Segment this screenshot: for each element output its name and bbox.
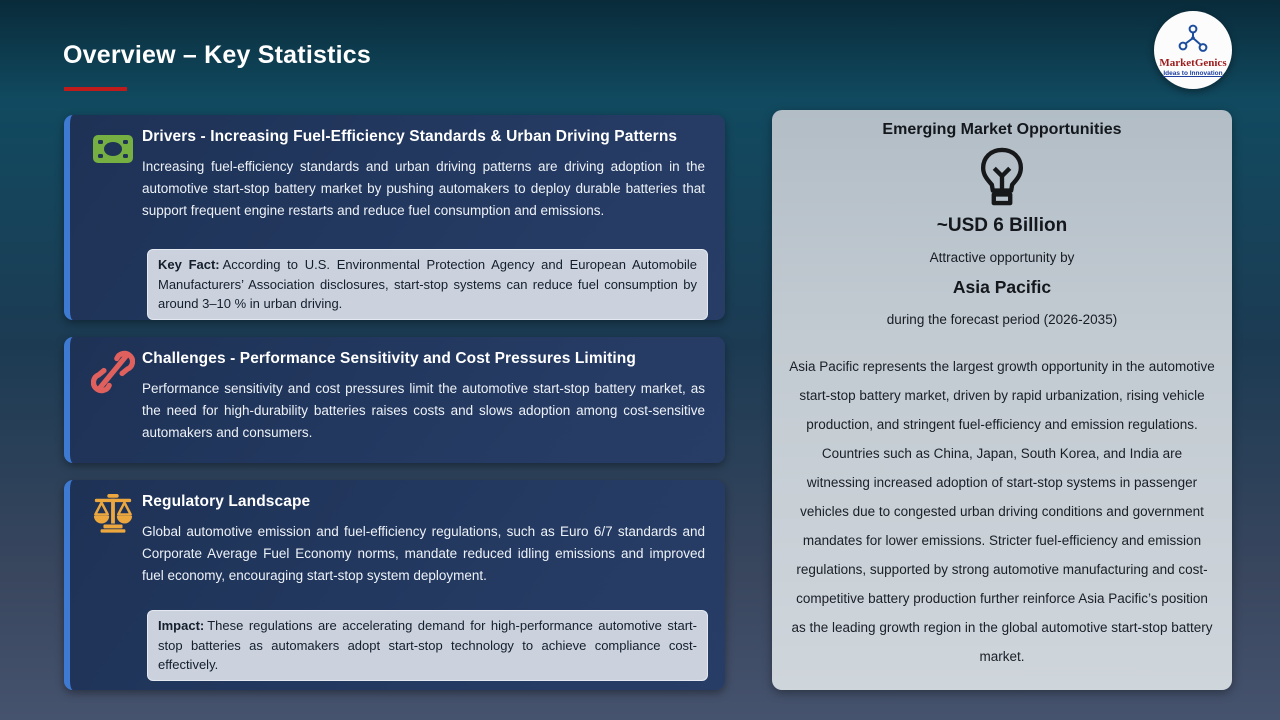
regulatory-card-body: Global automotive emission and fuel-efficiency regulations, such as Euro 6/7 standards and Corporate Average Fuel Economy norms, mandate reduced idling emissions and improved fuel economy, encouraging start-stop system deployment. [142, 524, 705, 583]
title-underline [64, 87, 127, 91]
panel-title: Emerging Market Opportunities [882, 121, 1122, 138]
molecule-icon [1174, 24, 1212, 57]
logo-tagline: Ideas to Innovation [1163, 69, 1223, 77]
impact-label: Impact: [158, 618, 205, 633]
lightbulb-icon [772, 146, 1232, 213]
drivers-card-title: Drivers - Increasing Fuel-Efficiency Standards & Urban Driving Patterns [142, 128, 678, 145]
regulatory-card [64, 480, 725, 690]
logo-name: MarketGenics [1159, 56, 1227, 69]
key-fact-label: Key Fact: [158, 257, 220, 272]
key-fact-text: According to U.S. Environmental Protection Agency and European Automobile Manufacturers’ Association disclosures, start-stop systems can reduce fuel consumption by around 3–10 % in urban driving. [158, 257, 697, 311]
opportunity-region: Asia Pacific [952, 277, 1052, 297]
challenges-card-body: Performance sensitivity and cost pressures limit the automotive start-stop battery market, as the need for high-durability batteries raises costs and slows adoption among cost-sensitive automakers and consumers. [142, 381, 705, 440]
drivers-card [64, 115, 725, 320]
money-icon [91, 128, 135, 172]
broken-link-icon [91, 350, 135, 394]
key-fact-callout [147, 249, 708, 320]
impact-callout [147, 610, 708, 681]
challenges-card-title: Challenges - Performance Sensitivity and Cost Pressures Limiting [142, 350, 636, 367]
balance-scale-icon [91, 493, 135, 537]
marketgenics-logo [1154, 11, 1232, 89]
drivers-card-body: Increasing fuel-efficiency standards and urban driving patterns are driving adoption in the automotive start-stop battery market by pushing automakers to deploy durable batteries that support frequent engine restarts and reduce fuel consumption and emissions. [142, 159, 705, 218]
opportunity-subtitle: Attractive opportunity by [929, 250, 1075, 265]
opportunity-description: Asia Pacific represents the largest growth opportunity in the automotive start-stop battery market, driven by rapid urbanization, rising vehicle production, and stringent fuel-efficiency and emission regulations. Countries such as China, Japan, South Korea, and India are witnessing increased adoption of start-stop systems in passenger vehicles due to congested urban driving conditions and government mandates for lower emissions. Stricter fuel-efficiency and emission regulations, supported by strong automotive manufacturing and cost-competitive battery production further reinforce Asia Pacific’s position as the leading growth region in the global automotive start-stop battery market. [789, 359, 1215, 664]
opportunity-period: during the forecast period (2026-2035) [886, 312, 1118, 327]
opportunity-value: ~USD 6 Billion [936, 215, 1068, 236]
regulatory-card-title: Regulatory Landscape [142, 493, 311, 510]
emerging-market-panel [772, 110, 1232, 690]
page-title: Overview – Key Statistics [63, 41, 371, 69]
impact-text: These regulations are accelerating demand for high-performance automotive start-stop batteries as automakers adopt start-stop technology to achieve compliance cost-effectively. [158, 618, 697, 672]
challenges-card [64, 337, 725, 463]
